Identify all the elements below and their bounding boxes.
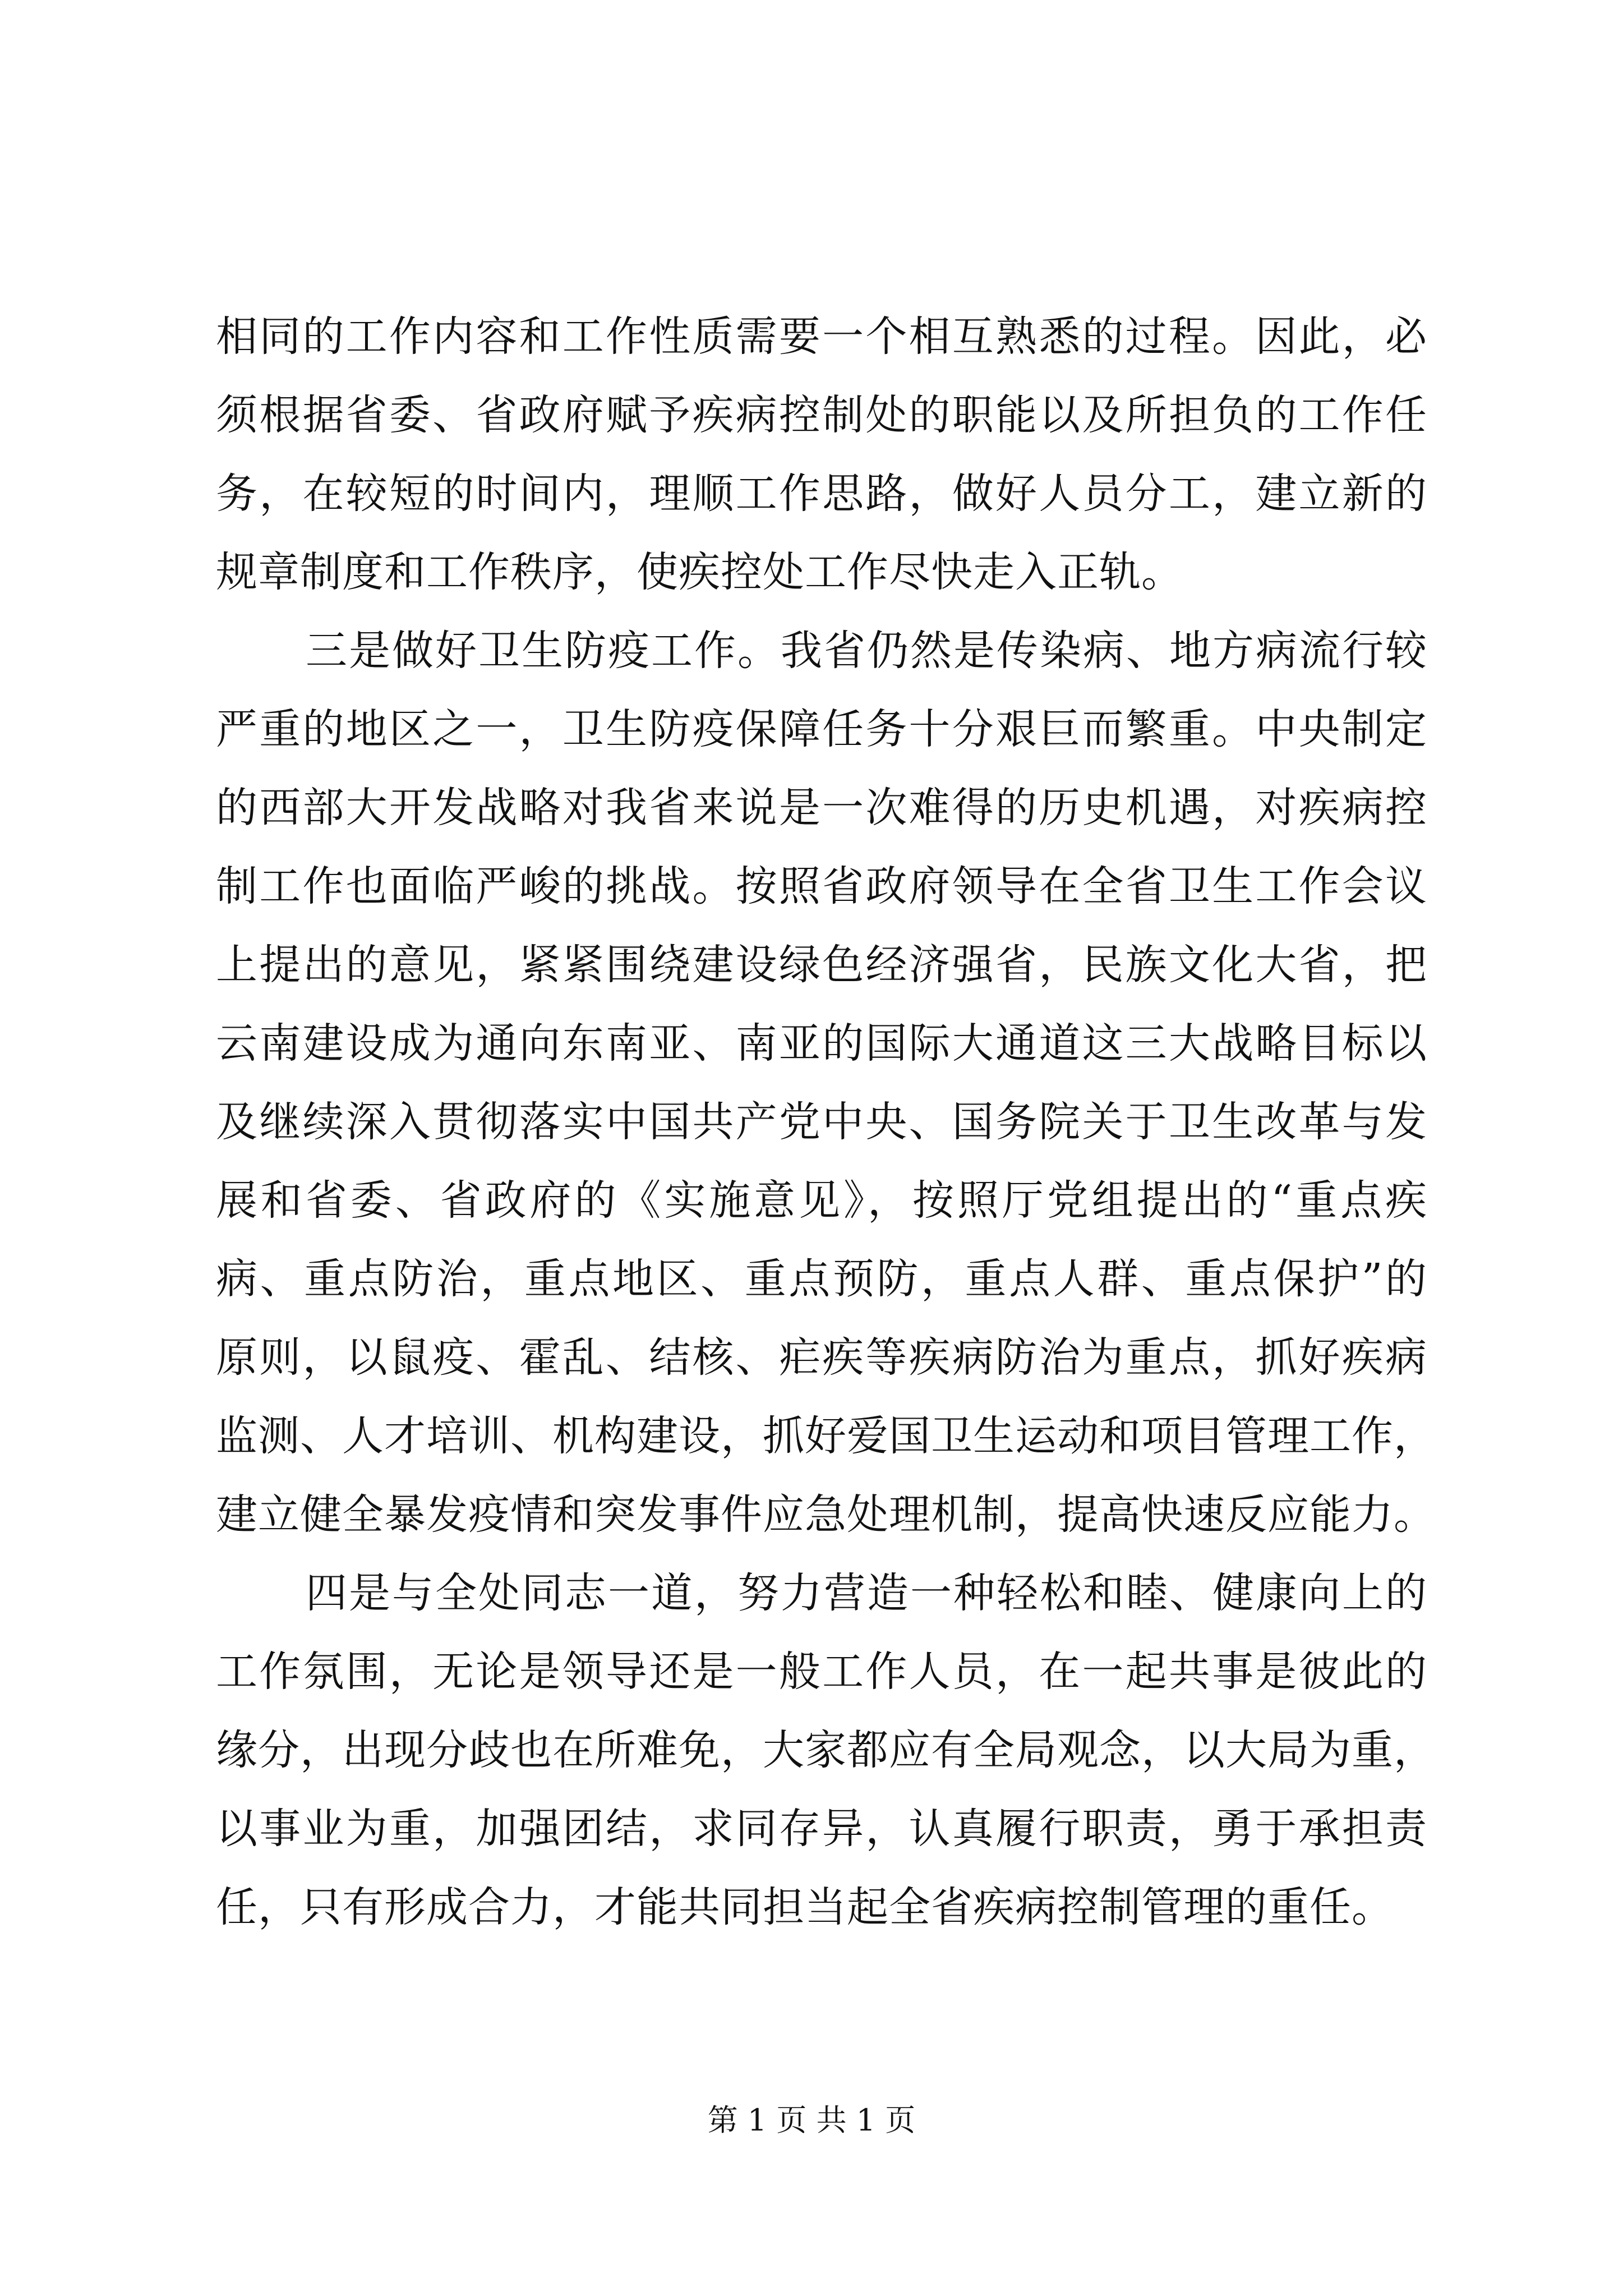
text-line: 监测、人才培训、机构建设，抓好爱国卫生运动和项目管理工作， <box>216 1412 1436 1460</box>
document-body <box>216 297 1436 1947</box>
text-line: 相同的工作内容和工作性质需要一个相互熟悉的过程。因此，必 <box>216 312 1427 361</box>
text-line: 工作氛围，无论是领导还是一般工作人员，在一起共事是彼此的 <box>216 1648 1427 1696</box>
paragraph-start-line: 三是做好卫生防疫工作。我省仍然是传染病、地方病流行较 <box>306 627 1427 675</box>
text-line: 须根据省委、省政府赋予疾病控制处的职能以及所担负的工作任 <box>216 391 1427 439</box>
text-line: 务，在较短的时间内，理顺工作思路，做好人员分工，建立新的 <box>216 470 1427 518</box>
text-line: 病、重点防治，重点地区、重点预防，重点人群、重点保护”的 <box>216 1255 1427 1303</box>
text-line: 云南建设成为通向东南亚、南亚的国际大通道这三大战略目标以 <box>216 1019 1427 1068</box>
text-line: 上提出的意见，紧紧围绕建设绿色经济强省，民族文化大省，把 <box>216 941 1427 989</box>
text-line: 缘分，出现分歧也在所难免，大家都应有全局观念，以大局为重， <box>216 1726 1436 1774</box>
text-line: 展和省委、省政府的《实施意见》，按照厅党组提出的“重点疾 <box>216 1176 1427 1225</box>
text-line: 严重的地区之一，卫生防疫保障任务十分艰巨而繁重。中央制定 <box>216 705 1427 753</box>
page-number-footer: 第 1 页 共 1 页 <box>707 2102 916 2138</box>
text-line: 及继续深入贯彻落实中国共产党中央、国务院关于卫生改革与发 <box>216 1098 1427 1146</box>
text-line: 以事业为重，加强团结，求同存异，认真履行职责，勇于承担责 <box>216 1805 1427 1853</box>
text-line: 的西部大开发战略对我省来说是一次难得的历史机遇，对疾病控 <box>216 784 1427 832</box>
text-line: 建立健全暴发疫情和突发事件应急处理机制，提高快速反应能力。 <box>216 1490 1436 1539</box>
paragraph-start-line: 四是与全处同志一道，努力营造一种轻松和睦、健康向上的 <box>306 1569 1427 1617</box>
text-line: 制工作也面临严峻的挑战。按照省政府领导在全省卫生工作会议 <box>216 862 1427 910</box>
text-line: 规章制度和工作秩序，使疾控处工作尽快走入正轨。 <box>216 548 1183 596</box>
text-line: 原则，以鼠疫、霍乱、结核、疟疾等疾病防治为重点，抓好疾病 <box>216 1333 1427 1382</box>
text-line: 任，只有形成合力，才能共同担当起全省疾病控制管理的重任。 <box>216 1883 1394 1931</box>
